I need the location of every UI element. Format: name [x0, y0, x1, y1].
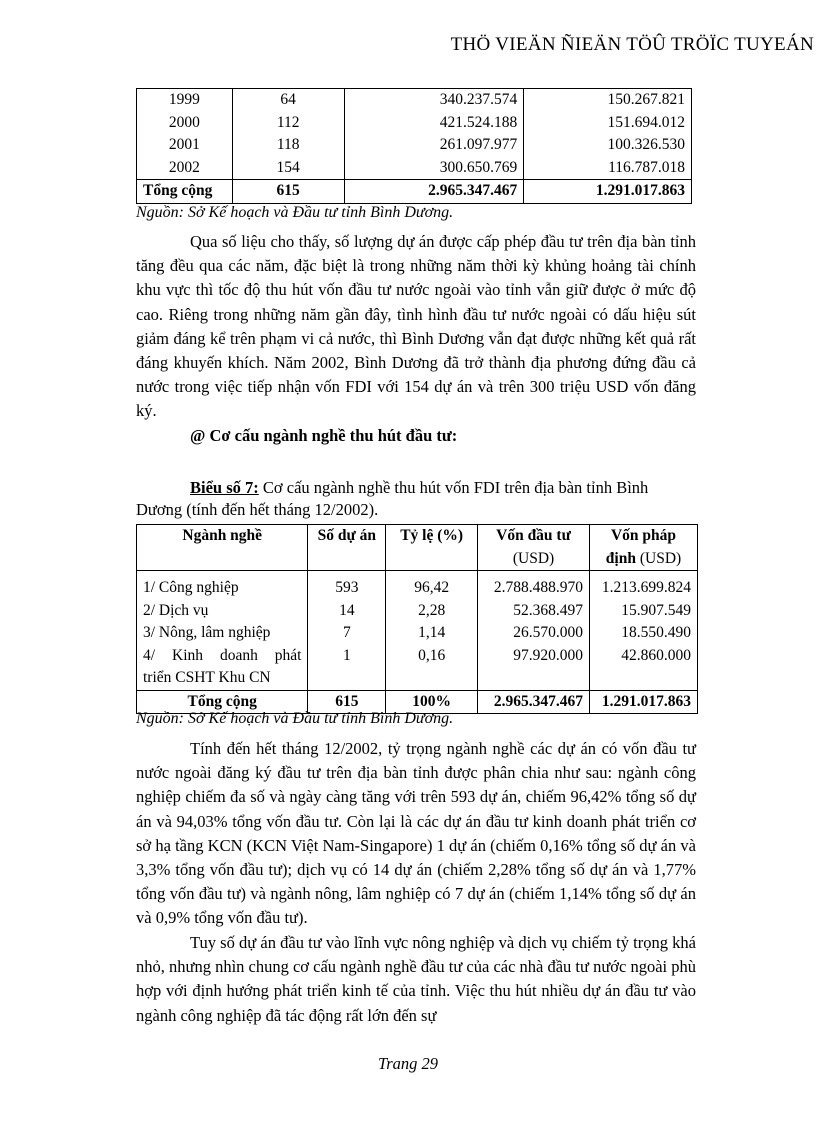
- header-investment-unit: (USD): [512, 549, 555, 567]
- projects-cell: 154: [232, 157, 344, 180]
- sector-cell: [137, 645, 308, 691]
- registered-capital-cell: 421.524.188: [344, 112, 524, 135]
- total-projects: 615: [232, 180, 344, 204]
- header-legal-unit: (USD): [639, 549, 682, 567]
- header-investment-title: Vốn đầu tư: [496, 527, 571, 544]
- table-row: [137, 157, 692, 180]
- total-legal-capital: 1.291.017.863: [590, 690, 698, 714]
- header-legal-title: Vốn pháp: [610, 527, 677, 544]
- source-note: Nguồn: Sở Kế hoạch và Đầu tư tỉnh Bình Dương.: [136, 710, 454, 727]
- header-legal-title-2: định: [605, 549, 636, 567]
- fdi-by-sector-table: [136, 524, 698, 714]
- year-cell: 1999: [137, 89, 233, 112]
- paragraph-conclusion: [136, 931, 696, 1028]
- year-cell: 2001: [137, 134, 233, 157]
- caption-label: Biểu số 7:: [190, 478, 259, 497]
- investment-cell: 97.920.000: [478, 645, 590, 691]
- projects-cell: 64: [232, 89, 344, 112]
- legal-capital-cell: 15.907.549: [590, 600, 698, 623]
- ratio-cell: 1,14: [386, 622, 478, 645]
- ratio-cell: 0,16: [386, 645, 478, 691]
- legal-capital-cell: 116.787.018: [524, 157, 692, 180]
- sector-line-2: triển CSHT Khu CN: [143, 669, 271, 686]
- table-row: [137, 89, 692, 112]
- table-row: [137, 134, 692, 157]
- total-label: Tổng cộng: [137, 180, 233, 204]
- fdi-by-year-table: [136, 88, 692, 204]
- total-projects: 615: [308, 690, 386, 714]
- table-row: [137, 645, 698, 691]
- registered-capital-cell: 300.650.769: [344, 157, 524, 180]
- paragraph-analysis: [136, 230, 696, 424]
- legal-capital-cell: 18.550.490: [590, 622, 698, 645]
- paragraph-text: Tính đến hết tháng 12/2002, tỷ trọng ngành nghề các dự án có vốn đầu tư nước ngoài đăng ký đầu tư trên địa bàn tỉnh được phân chia như sau: ngành công nghiệp chiếm đa số và ngày càng tăng với trên 593 dự án, chiếm 96,42% tổng số dự án và 94,03% tổng vốn đầu tư. Còn lại là các dự án đầu tư kinh doanh phát triển cơ sở hạ tầng KCN (KCN Việt Nam-Singapore) 1 dự án (chiếm 0,16% tổng số dự án và 3,3% tổng vốn đầu tư); dịch vụ có 14 dự án (chiếm 2,28% tổng số dự án và 1,77% tổng vốn đầu tư) và ngành nông, lâm nghiệp có 7 dự án (chiếm 1,14% tổng số dự án và 0,9% tổng vốn đầu tư).: [136, 739, 696, 928]
- page-header: THÖ VIEÄN ÑIEÄN TÖÛ TRÖÏC TUYEÁN: [450, 34, 814, 55]
- total-label: Tổng cộng: [137, 690, 308, 714]
- ratio-cell: 96,42: [386, 571, 478, 600]
- projects-cell: 14: [308, 600, 386, 623]
- projects-cell: 1: [308, 645, 386, 691]
- year-cell: 2002: [137, 157, 233, 180]
- header-sector: Ngành nghề: [137, 525, 308, 571]
- paragraph-sector-breakdown: [136, 737, 696, 931]
- registered-capital-cell: 261.097.977: [344, 134, 524, 157]
- sector-line-1: 4/ Kinh doanh phát: [143, 646, 302, 664]
- investment-cell: 2.788.488.970: [478, 571, 590, 600]
- legal-capital-cell: 1.213.699.824: [590, 571, 698, 600]
- paragraph-text: Qua số liệu cho thấy, số lượng dự án được cấp phép đầu tư trên địa bàn tỉnh tăng đều qua các năm, đặc biệt là trong những năm thời kỳ khủng hoảng tài chính khu vực thì tốc độ thu hút vốn đầu tư nước ngoài vào tỉnh vẫn giữ được ở mức độ cao. Riêng trong những năm gần đây, tình hình đầu tư nước ngoài có dấu hiệu sút giảm đáng kể trên phạm vi cả nước, thì Bình Dương vẫn đạt được những kết quả rất đáng khuyến khích. Năm 2002, Bình Dương đã trở thành địa phương đứng đầu cả nước trong việc tiếp nhận vốn FDI với 154 dự án và trên 300 triệu USD vốn đăng ký.: [136, 232, 696, 421]
- ratio-cell: 2,28: [386, 600, 478, 623]
- investment-cell: 26.570.000: [478, 622, 590, 645]
- sector-cell: 2/ Dịch vụ: [137, 600, 308, 623]
- sector-cell: 1/ Công nghiệp: [137, 571, 308, 600]
- total-ratio: 100%: [386, 690, 478, 714]
- legal-capital-cell: 151.694.012: [524, 112, 692, 135]
- projects-cell: 593: [308, 571, 386, 600]
- header-projects: Số dự án: [308, 525, 386, 571]
- table-caption: [136, 477, 696, 521]
- total-registered-capital: 2.965.347.467: [344, 180, 524, 204]
- source-note: Nguồn: Sở Kế hoạch và Đầu tư tỉnh Bình Dương.: [136, 204, 454, 221]
- table-row: [137, 600, 698, 623]
- legal-capital-cell: 42.860.000: [590, 645, 698, 691]
- header-investment-capital: [478, 525, 590, 571]
- projects-cell: 112: [232, 112, 344, 135]
- caption-text: Cơ cấu ngành nghề thu hút vốn FDI trên địa bàn tỉnh Bình Dương (tính đến hết tháng 12/2002).: [136, 478, 649, 519]
- legal-capital-cell: 150.267.821: [524, 89, 692, 112]
- header-ratio: Tỷ lệ (%): [386, 525, 478, 571]
- investment-cell: 52.368.497: [478, 600, 590, 623]
- header-legal-capital: [590, 525, 698, 571]
- section-heading: @ Cơ cấu ngành nghề thu hút đầu tư:: [190, 426, 458, 445]
- table-row: [137, 571, 698, 600]
- legal-capital-cell: 100.326.530: [524, 134, 692, 157]
- page-number: Trang 29: [377, 1054, 439, 1073]
- year-cell: 2000: [137, 112, 233, 135]
- sector-cell: 3/ Nông, lâm nghiệp: [137, 622, 308, 645]
- total-row: [137, 180, 692, 204]
- paragraph-text: Tuy số dự án đầu tư vào lĩnh vực nông nghiệp và dịch vụ chiếm tỷ trọng khá nhỏ, nhưng nhìn chung cơ cấu ngành nghề đầu tư của các nhà đầu tư nước ngoài phù hợp với định hướng phát triển kinh tế của tỉnh. Việc thu hút nhiều dự án đầu tư vào ngành công nghiệp đã tác động rất lớn đến sự: [136, 933, 696, 1025]
- registered-capital-cell: 340.237.574: [344, 89, 524, 112]
- table-header-row: [137, 525, 698, 571]
- table-row: [137, 112, 692, 135]
- projects-cell: 7: [308, 622, 386, 645]
- table-row: [137, 622, 698, 645]
- projects-cell: 118: [232, 134, 344, 157]
- total-legal-capital: 1.291.017.863: [524, 180, 692, 204]
- total-investment: 2.965.347.467: [478, 690, 590, 714]
